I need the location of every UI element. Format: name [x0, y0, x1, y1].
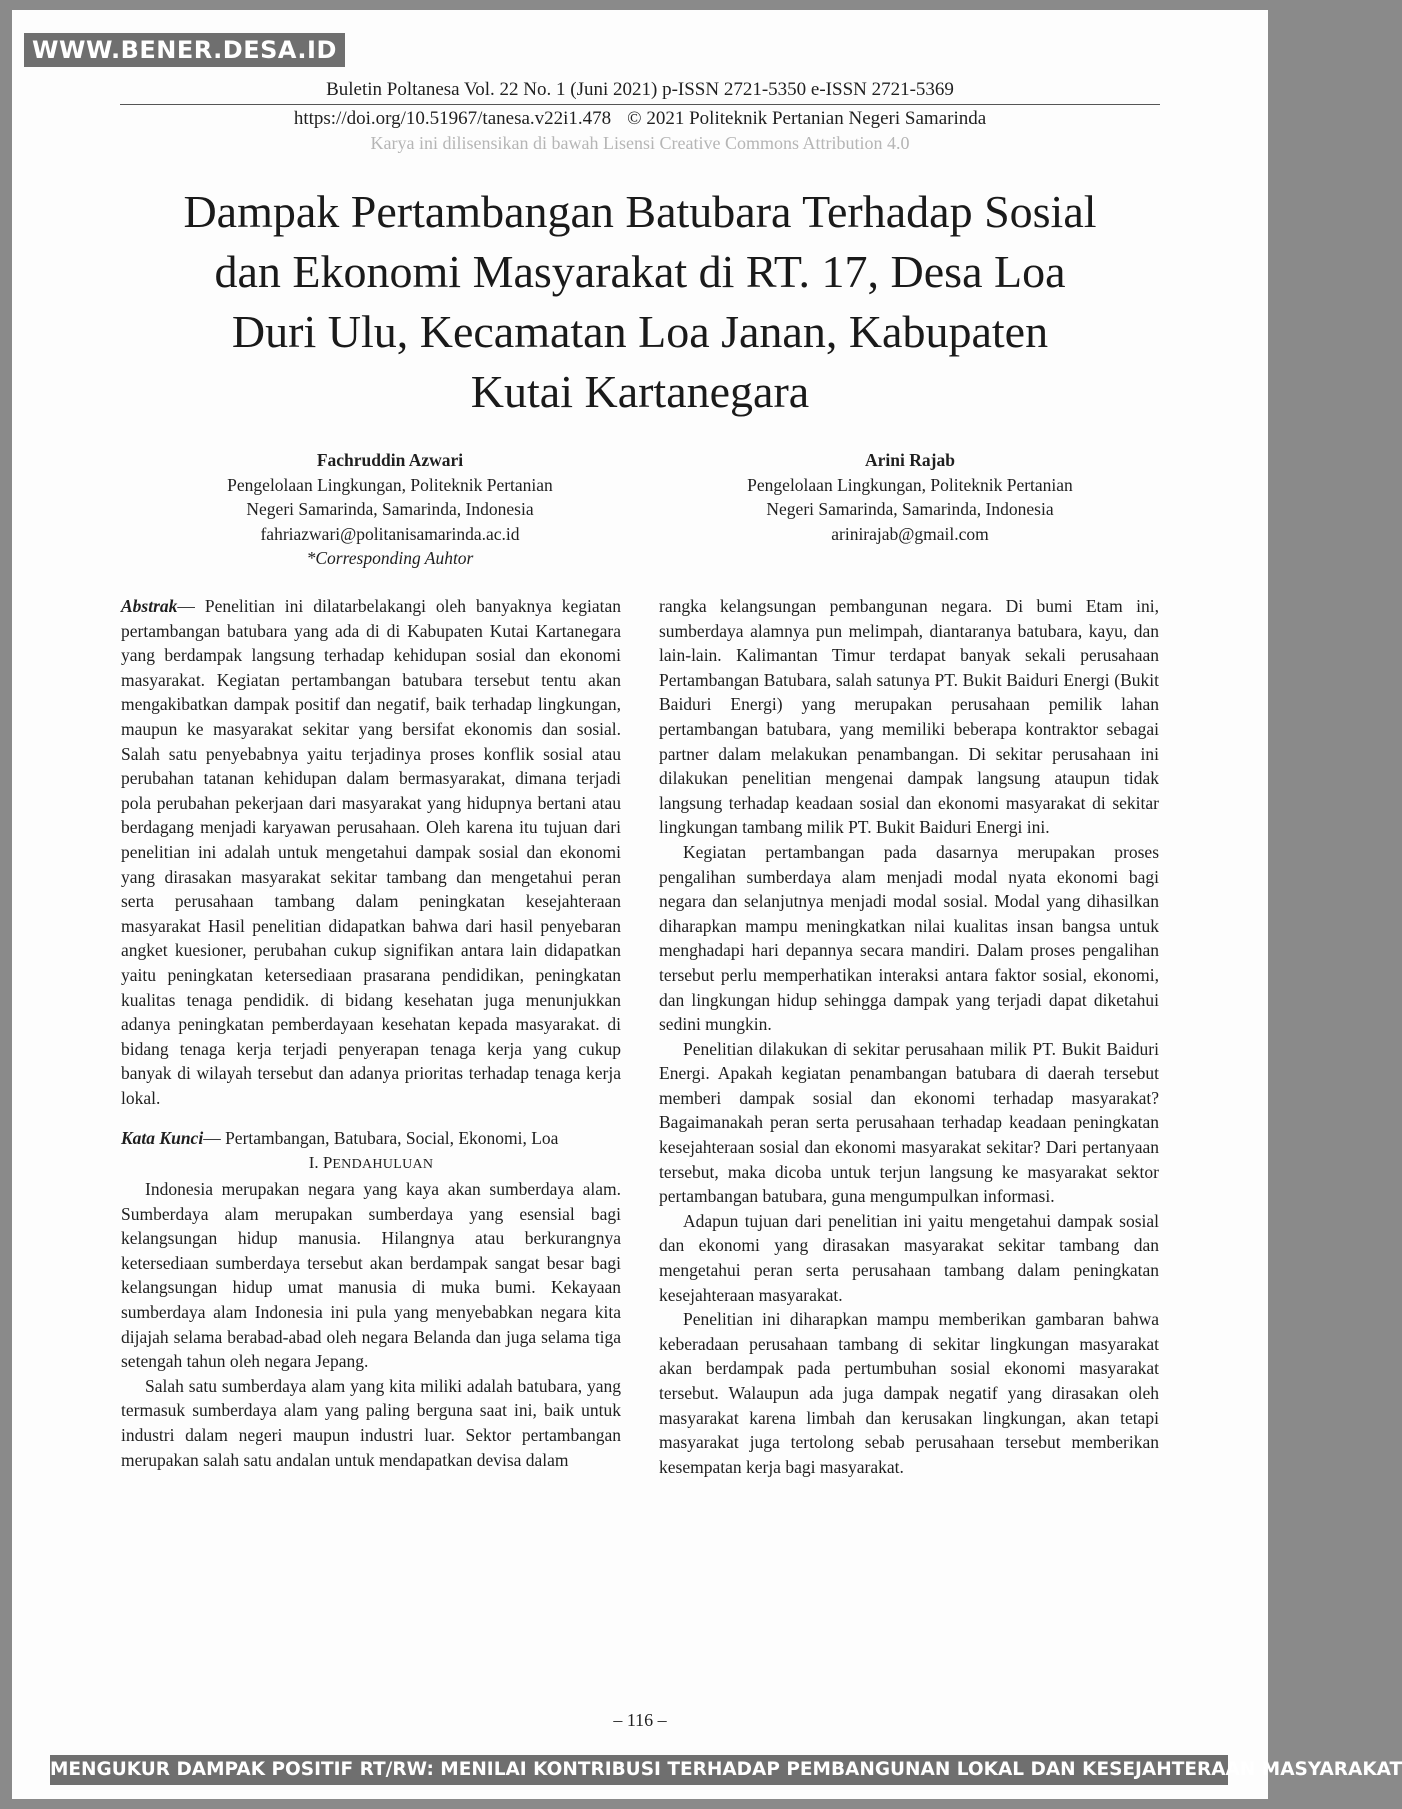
copyright-text: © 2021 Politeknik Pertanian Negeri Samarinda — [627, 108, 987, 129]
keywords-label: Kata Kunci — [121, 1128, 204, 1149]
author-email[interactable]: fahriazwari@politanisamarinda.ac.id — [260, 523, 520, 544]
caption-banner: MENGUKUR DAMPAK POSITIF RT/RW: MENILAI KONTRIBUSI TERHADAP PEMBANGUNAN LOKAL DAN KESEJAHTERAAN MASYARAKAT — [50, 1755, 1228, 1785]
body-paragraph: Salah satu sumberdaya alam yang kita miliki adalah batubara, yang termasuk sumberdaya alam yang paling berguna saat ini, baik untuk industri dalam negeri maupun industri luar. Sektor pertambangan merupakan salah satu andalan untuk mendapatkan devisa dalam — [121, 1375, 621, 1470]
corresponding-note: *Corresponding Auhtor — [306, 548, 474, 568]
author-affiliation: Negeri Samarinda, Samarinda, Indonesia — [766, 499, 1054, 519]
title-line: dan Ekonomi Masyarakat di RT. 17, Desa Loa — [214, 246, 1066, 297]
body-paragraph: rangka kelangsungan pembangunan negara. Di bumi Etam ini, sumberdaya alamnya pun melimpah, diantaranya batubara, kayu, dan lain-lain. Kalimantan Timur terdapat banyak sekali perusahaan Pertambangan Batubara, salah satunya PT. Bukit Baiduri Energi (Bukit Baiduri Energi) yang merupakan perusahaan pemilik lahan pertambangan batubara, yang memiliki beberapa kontraktor sebagai partner dalam melakukan penambangan. Di sekitar perusahaan ini dilakukan penelitian mengenai dampak langsung ataupun tidak langsung terhadap keadaan sosial dan ekonomi masyarakat di sekitar lingkungan tambang milik PT. Bukit Baiduri Energi ini. — [659, 596, 1159, 838]
body-paragraph: Penelitian dilakukan di sekitar perusahaan milik PT. Bukit Baiduri Energi. Apakah kegiatan penambangan batubara di daerah tersebut memberi dampak sosial dan ekonomi terhadap masyarakat? Bagaimanakah peran serta perusahaan terhadap keadaan peningkatan kesejahteraan sosial dan ekonomi masyarakat sekitar? Dari pertanyaan tersebut, maka dicoba untuk terjun langsung ke masyarakat sektor pertambangan batubara, guna mengumpulkan informasi. — [659, 1038, 1159, 1207]
author-block-1 — [160, 448, 620, 571]
keywords-dash: — — [203, 1128, 226, 1149]
journal-header: Buletin Poltanesa Vol. 22 No. 1 (Juni 2021) p-ISSN 2721-5350 e-ISSN 2721-5369 — [326, 79, 954, 100]
author-affiliation: Pengelolaan Lingkungan, Politeknik Pertanian — [227, 474, 553, 495]
section-name: ENDAHULUAN — [332, 1157, 434, 1173]
header-divider — [120, 104, 1160, 105]
section-heading — [121, 1151, 621, 1177]
author-name: Fachruddin Azwari — [316, 450, 464, 470]
license-text: Karya ini dilisensikan di bawah Lisensi Creative Commons Attribution 4.0 — [370, 133, 910, 153]
site-watermark: WWW.BENER.DESA.ID — [24, 33, 345, 67]
right-column — [659, 594, 1159, 1479]
author-affiliation: Negeri Samarinda, Samarinda, Indonesia — [246, 499, 534, 519]
body-paragraph: Kegiatan pertambangan pada dasarnya merupakan proses pengalihan sumberdaya alam menjadi modal nyata ekonomi bagi negara dan selanjutnya menjadi modal sosial. Modal yang dihasilkan diharapkan mampu meningkatkan nilai kualitas insan bangsa untuk menghadapi hari depannya secara mandiri. Dalam proses pengalihan tersebut perlu memperhatikan interaksi antara faktor sosial, ekonomi, dan lingkungan hidup sehingga dampak yang terjadi dapat diketahui sedini mungkin. — [659, 841, 1159, 1035]
body-paragraph: Penelitian ini diharapkan mampu memberikan gambaran bahwa keberadaan perusahaan tambang di sekitar lingkungan masyarakat akan berdampak pada pertumbuhan sosial ekonomi masyarakat tersebut. Walaupun ada juga dampak negatif yang dirasakan oleh masyarakat karena limbah dan kerusakan lingkungan, akan tetapi masyarakat juga tertolong sebab perusahaan tersebut memberikan kesempatan kerja bagi masyarakat. — [659, 1309, 1159, 1477]
author-affiliation: Pengelolaan Lingkungan, Politeknik Pertanian — [747, 474, 1073, 495]
section-numeral: I. P — [308, 1153, 333, 1173]
title-line: Duri Ulu, Kecamatan Loa Janan, Kabupaten — [231, 306, 1049, 357]
author-block-2 — [680, 448, 1140, 546]
abstract-dash: — — [177, 596, 205, 616]
abstract-label: Abstrak — [121, 596, 178, 616]
left-column — [121, 594, 621, 1472]
abstract — [121, 594, 621, 1110]
page-number: – 116 – — [613, 1710, 667, 1730]
title-line: Kutai Kartanegara — [470, 366, 810, 417]
keywords — [121, 1126, 621, 1151]
author-email[interactable]: arinirajab@gmail.com — [831, 523, 989, 544]
body-paragraph: Indonesia merupakan negara yang kaya akan sumberdaya alam. Sumberdaya alam merupakan sumberdaya yang esensial bagi kelangsungan hidup manusia. Hilangnya atau berkurangnya ketersediaan sumberdaya tersebut akan berdampak sangat besar bagi kelangsungan hidup umat manusia di muka bumi. Kekayaan sumberdaya alam Indonesia ini pula yang menyebabkan negara kita dijajah selama berabad-abad oleh negara Belanda dan juga selama tiga setengah tahun oleh negara Jepang. — [121, 1179, 621, 1372]
paper-title — [110, 182, 1170, 422]
keywords-text: Pertambangan, Batubara, Social, Ekonomi, Loa — [225, 1128, 559, 1149]
title-line: Dampak Pertambangan Batubara Terhadap Sosial — [183, 186, 1097, 237]
doi-link[interactable]: https://doi.org/10.51967/tanesa.v22i1.478 — [293, 108, 612, 129]
abstract-text: Penelitian ini dilatarbelakangi oleh banyaknya kegiatan pertambangan batubara yang ada di di Kabupaten Kutai Kartanegara yang berdampak langsung terhadap kehidupan sosial dan ekonomi masyarakat. Kegiatan pertambangan batubara tersebut tentu akan mengakibatkan dampak positif dan negatif, baik terhadap lingkungan, maupun ke masyarakat sekitar yang bersifat ekonomis dan sosial. Salah satu penyebabnya yaitu terjadinya proses konflik sosial atau perubahan tatanan kehidupan dalam bermasyarakat, dimana terjadi pola perubahan pekerjaan dari masyarakat yang hidupnya bertani atau berdagang menjadi karyawan perusahaan. Oleh karena itu tujuan dari penelitian ini adalah untuk mengetahui dampak sosial dan ekonomi yang dirasakan masyarakat sekitar tambang dan mengetahui peran serta perusahaan tambang dalam peningkatan kesejahteraan masyarakat Hasil penelitian didapatkan bahwa dari hasil penyebaran angket kuesioner, perubahan cukup signifikan antara lain didapatkan yaitu peningkatan ketersediaan prasarana pendidikan, peningkatan kualitas tenaga pendidik. di bidang kesehatan juga menunjukkan adanya peningkatan pemberdayaan kesehatan kepada masyarakat. di bidang tenaga kerja terjadi penyerapan tenaga kerja yang cukup banyak di wilayah tersebut dan adanya prioritas terhadap tenaga kerja lokal. — [121, 596, 622, 1108]
author-name: Arini Rajab — [865, 450, 955, 470]
doi-line — [120, 107, 1160, 131]
body-paragraph: Adapun tujuan dari penelitian ini yaitu mengetahui dampak sosial dan ekonomi yang dirasakan masyarakat sekitar tambang dan mengetahui peran serta perusahaan tambang dalam peningkatan kesejahteraan masyarakat. — [659, 1210, 1159, 1305]
